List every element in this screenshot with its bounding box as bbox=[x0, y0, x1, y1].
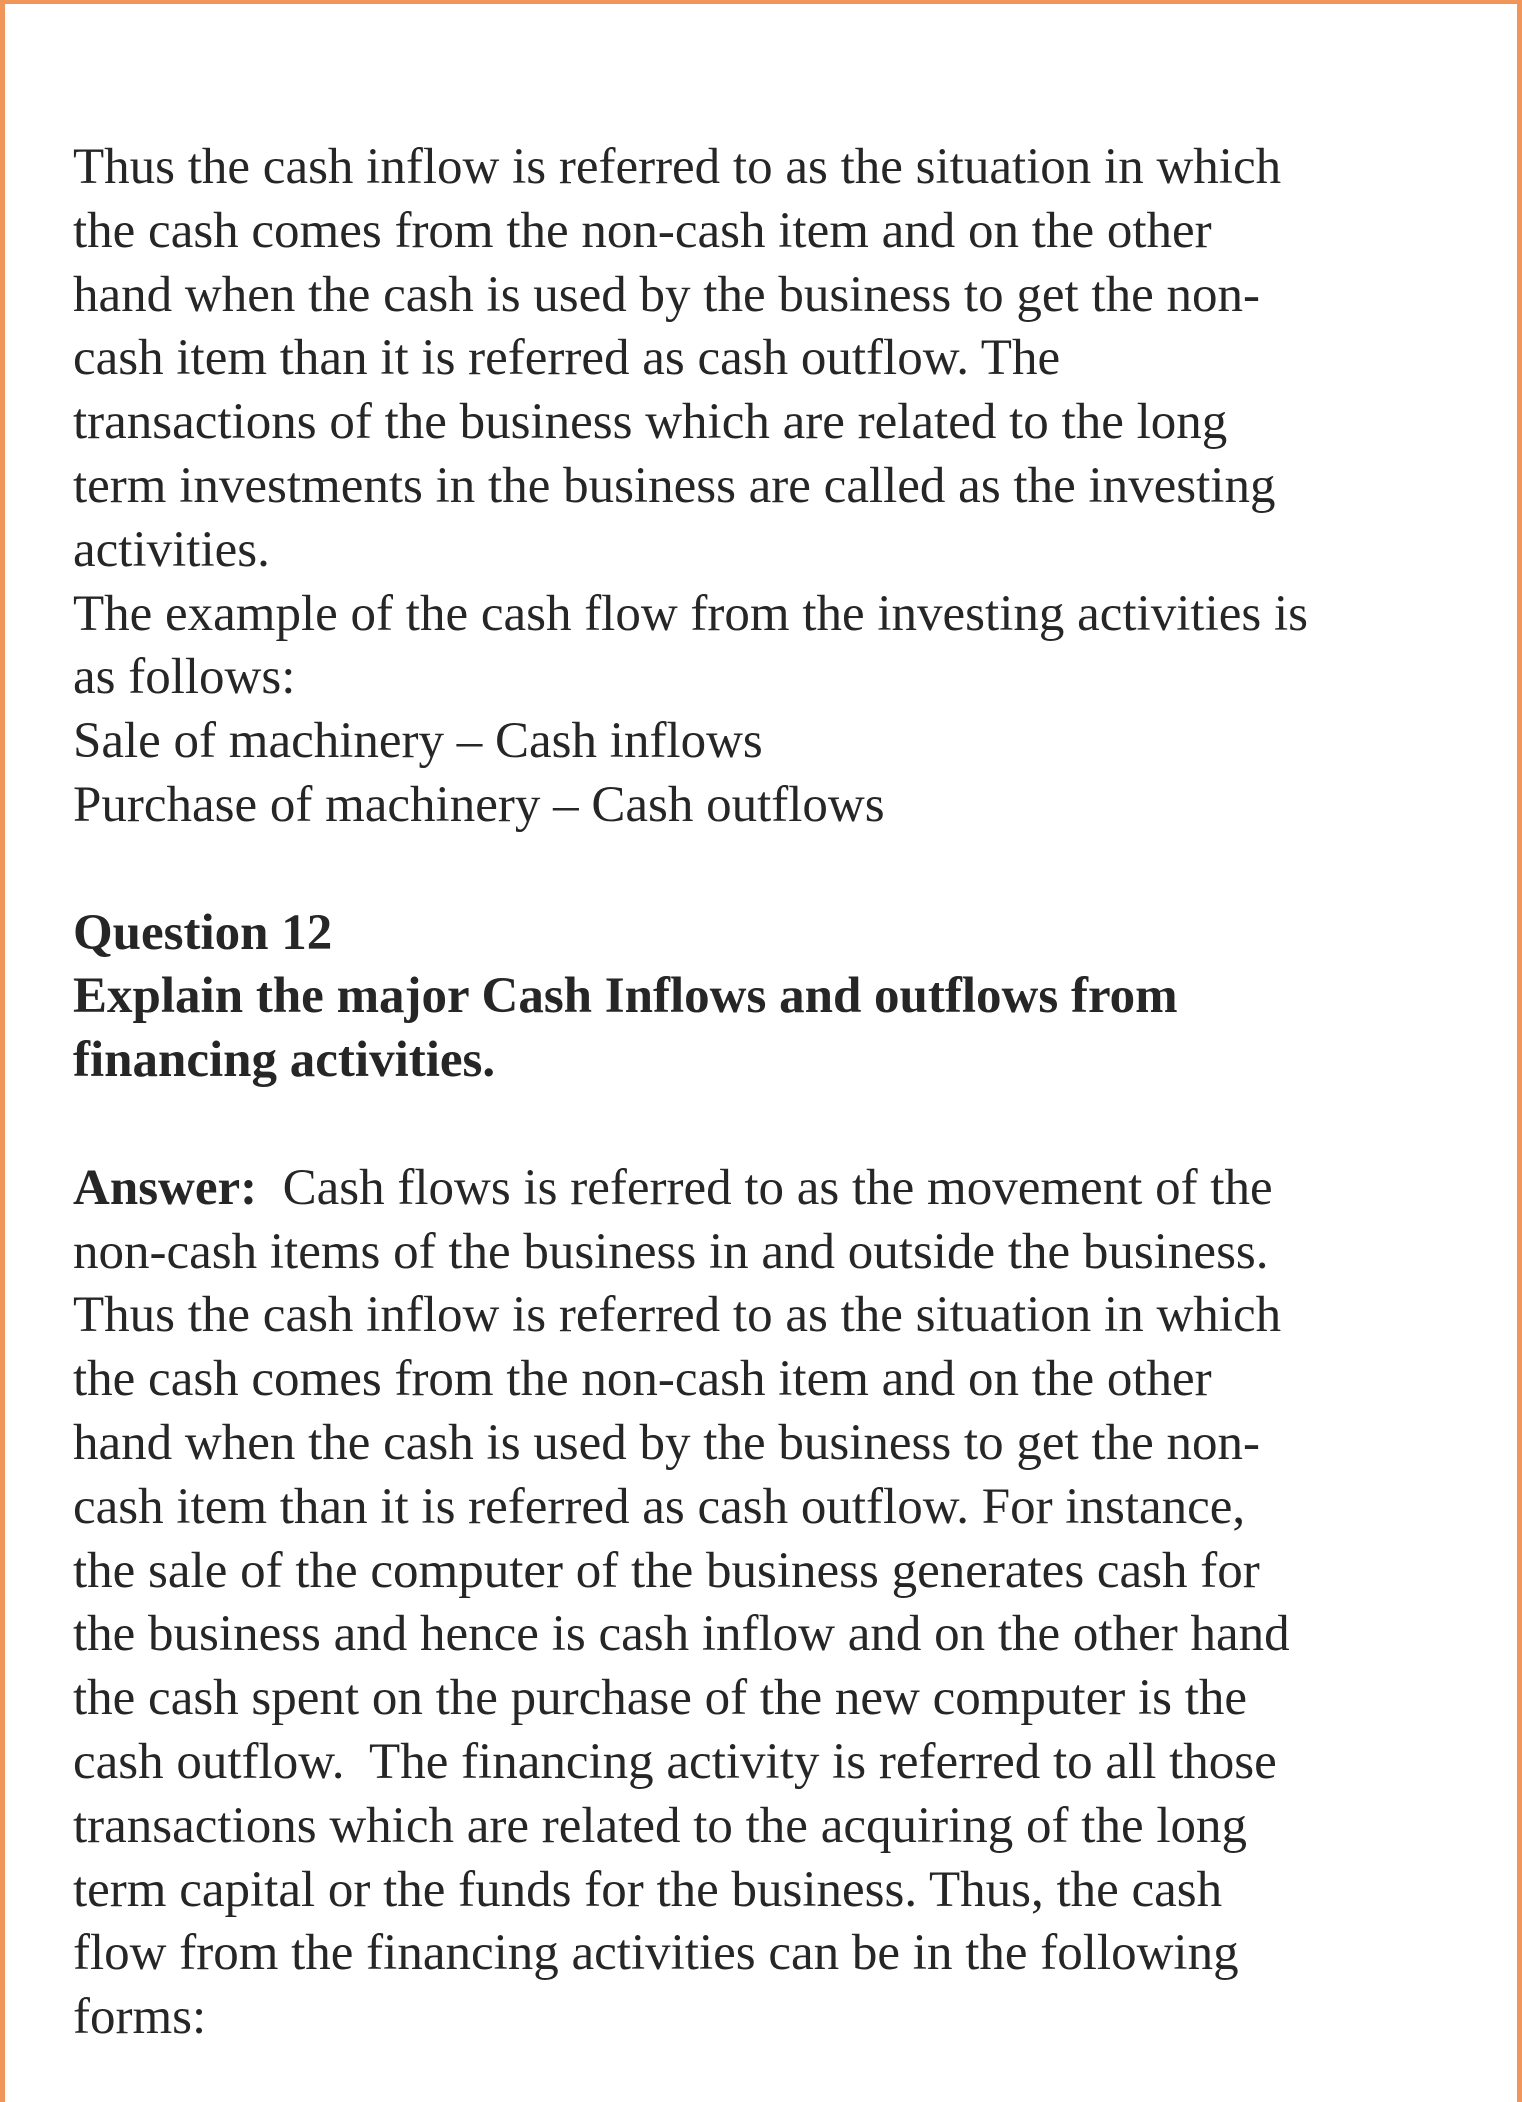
answer-paragraph bbox=[73, 1157, 1308, 2050]
text-line: flow from the financing activities can be in the following bbox=[73, 1925, 1239, 1982]
text-line: the business and hence is cash inflow and on the other hand bbox=[73, 1606, 1290, 1663]
text-line: cash outflow. The financing activity is referred to all those bbox=[73, 1733, 1277, 1790]
text-line: transactions which are related to the acquiring of the long bbox=[73, 1797, 1247, 1854]
text-line: the cash comes from the non-cash item and on the other bbox=[73, 202, 1212, 259]
text-line: forms: bbox=[73, 1989, 207, 2046]
text-line: Sale of machinery – Cash inflows bbox=[73, 713, 763, 770]
text-line: hand when the cash is used by the business to get the non- bbox=[73, 1414, 1260, 1471]
text-line: the sale of the computer of the business generates cash for bbox=[73, 1542, 1260, 1599]
text-line: Thus the cash inflow is referred to as the situation in which bbox=[73, 1287, 1282, 1344]
text-line: activities. bbox=[73, 521, 270, 578]
text-line: term investments in the business are called as the investing bbox=[73, 457, 1276, 514]
text-line: the cash comes from the non-cash item and on the other bbox=[73, 1351, 1212, 1408]
answer-label: Answer: bbox=[73, 1159, 258, 1216]
question-text: Explain the major Cash Inflows and outflows from bbox=[73, 968, 1178, 1025]
question-text: financing activities. bbox=[73, 1032, 496, 1089]
blank-line bbox=[73, 838, 1308, 902]
text-line: the cash spent on the purchase of the new computer is the bbox=[73, 1670, 1248, 1727]
question-heading bbox=[73, 902, 1308, 1093]
text-line: as follows: bbox=[73, 649, 296, 706]
blank-line bbox=[73, 1093, 1308, 1157]
text-line: Cash flows is referred to as the movement of the bbox=[257, 1159, 1273, 1216]
text-line: transactions of the business which are related to the long bbox=[73, 394, 1228, 451]
text-line: cash item than it is referred as cash outflow. For instance, bbox=[73, 1478, 1246, 1535]
intro-paragraph bbox=[73, 136, 1308, 838]
text-line: Purchase of machinery – Cash outflows bbox=[73, 776, 885, 833]
text-line: The example of the cash flow from the investing activities is bbox=[73, 585, 1308, 642]
text-line: non-cash items of the business in and outside the business. bbox=[73, 1223, 1269, 1280]
document-page bbox=[73, 136, 1308, 2050]
text-line: hand when the cash is used by the business to get the non- bbox=[73, 266, 1260, 323]
question-number: Question 12 bbox=[73, 904, 333, 961]
text-line: term capital or the funds for the business. Thus, the cash bbox=[73, 1861, 1223, 1918]
text-line: cash item than it is referred as cash outflow. The bbox=[73, 330, 1061, 387]
text-line: Thus the cash inflow is referred to as the situation in which bbox=[73, 139, 1282, 195]
